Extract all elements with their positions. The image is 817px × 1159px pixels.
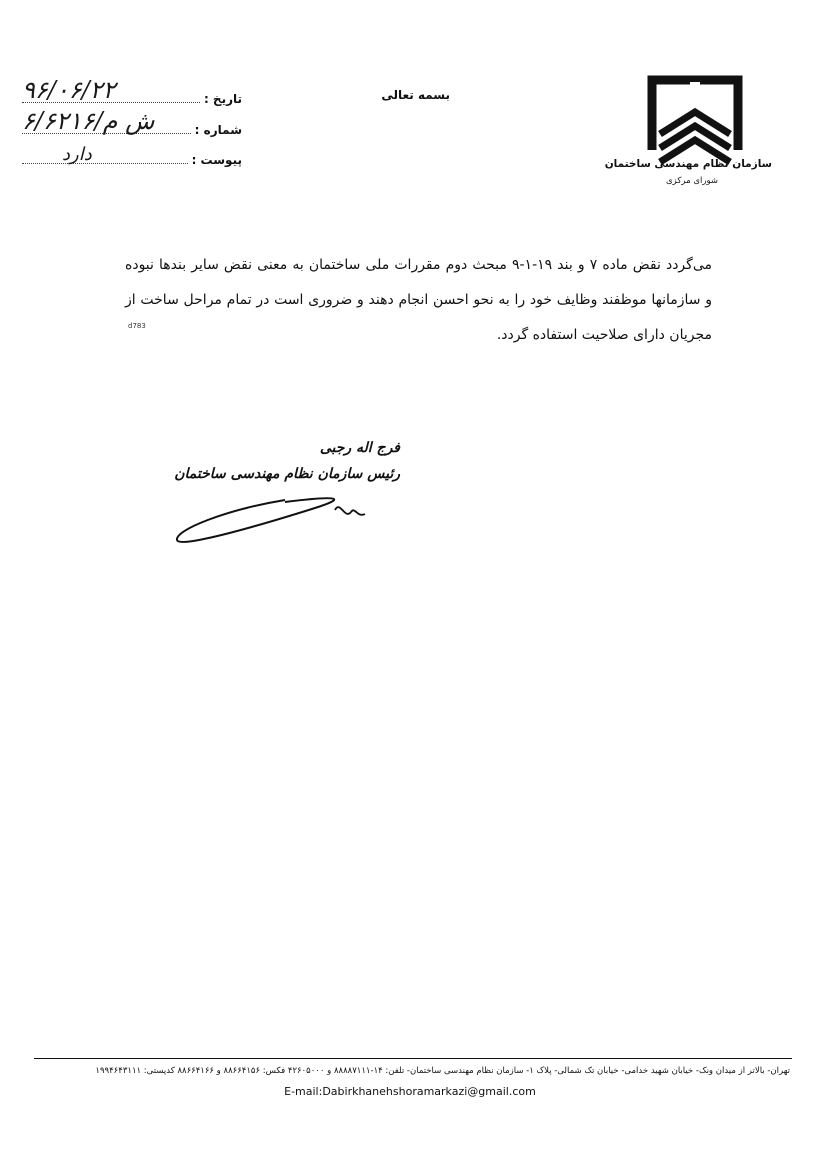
handwritten-signature-icon <box>165 480 385 550</box>
footer-address: تهران- بالاتر از میدان ونک- خیابان شهید خدامی- خیابان تک شمالی- پلاک ۱- سازمان نظام مهندسی ساختمان- تلفن: ۱۴-۸۸۸۸۷۱۱۱ و ۴۲۶۰۵۰۰۰ فکس: ۸۸۶۶۴۱۵۶ و ۸۸۶۶۴۱۶۶ کدپستی: ۱۹۹۴۶۴۳۱۱۱ <box>95 1066 790 1076</box>
footer-divider <box>34 1058 792 1059</box>
number-value: ۶/۶۲۱۶/ش م <box>22 107 155 135</box>
reference-code: d783 <box>128 322 146 330</box>
date-field <box>22 76 242 106</box>
signer-name: فرج اله رجبی <box>319 440 400 456</box>
organization-name: سازمان نظام مهندسی ساختمان <box>604 158 772 170</box>
organization-branch: شورای مرکزی <box>666 176 718 186</box>
attachment-label: پیوست : <box>191 153 242 167</box>
attachment-value: دارد <box>62 144 92 165</box>
attachment-field <box>22 145 242 167</box>
invocation-heading: بسمه تعالی <box>381 88 450 102</box>
date-value: ۹۶/۰۶/۲۲ <box>22 76 116 104</box>
letter-body: می‌گردد نقض ماده ۷ و بند ۱۹-۱-۹ مبحث دوم مقررات ملی ساختمان به معنی نقض سایر بندها نبوده و سازمانها موظفند وظایف خود را به نحو احسن انجام دهند و ضروری است در تمام مراحل ساخت از مجریان دارای صلاحیت استفاده گردد. <box>125 257 712 343</box>
date-label: تاریخ : <box>203 92 242 106</box>
attachment-dotted-line <box>22 151 188 164</box>
footer-email: E-mail:Dabirkhanehshoramarkazi@gmail.com <box>284 1085 536 1098</box>
signer-title: رئیس سازمان نظام مهندسی ساختمان <box>174 466 400 482</box>
number-label: شماره : <box>194 123 242 137</box>
number-field <box>22 107 242 137</box>
